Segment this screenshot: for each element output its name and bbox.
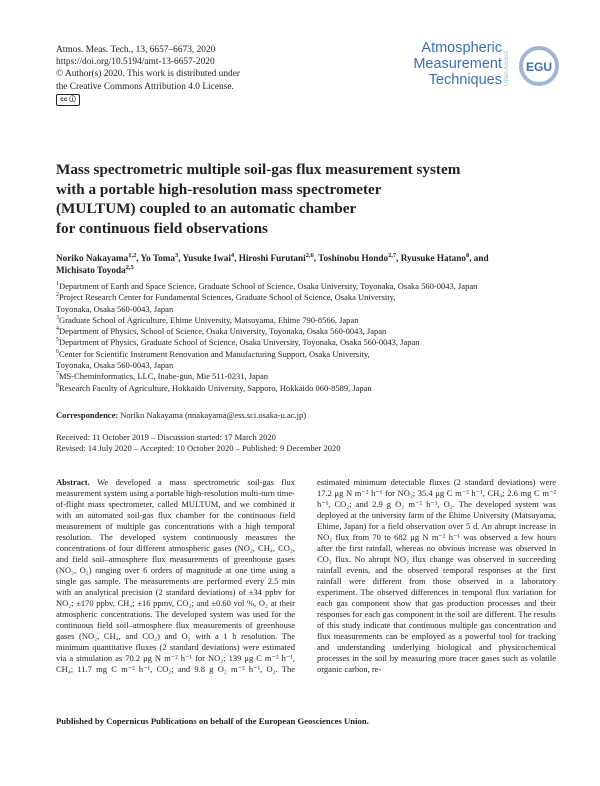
author-name: , Yusuke Iwai xyxy=(178,253,231,263)
affiliation-number: 2 xyxy=(56,292,59,299)
affiliation-number: 3 xyxy=(56,315,59,322)
affiliation-item xyxy=(56,281,556,292)
correspondence-label: Correspondence: xyxy=(56,410,119,420)
affiliation-text: MS-Cheminformatics, LLC, Inabe-gun, Mie 511-0231, Japan xyxy=(58,371,269,382)
affiliation-number: 5 xyxy=(56,337,59,344)
affiliation-item xyxy=(56,383,556,394)
author-affil-sup: 3 xyxy=(175,251,179,259)
title-line: Mass spectrometric multiple soil-gas flux measurement system xyxy=(56,161,461,178)
author-name: , Yo Toma xyxy=(136,253,175,263)
citation-line: the Creative Commons Attribution 4.0 License. xyxy=(56,81,234,92)
affiliation-item xyxy=(56,337,556,348)
author-list xyxy=(56,252,556,276)
affiliation-item xyxy=(56,315,556,326)
paper-title xyxy=(56,160,526,238)
abstract-label: Abstract. xyxy=(56,477,90,487)
affiliation-text: Toyonaka, Osaka 560-0043, Japan xyxy=(56,360,174,371)
affiliation-number: 6 xyxy=(56,348,59,355)
correspondence xyxy=(56,410,306,420)
affiliation-text: Department of Physics, School of Science, Osaka University, Toyonaka, Osaka 560-0043, Japan xyxy=(58,326,387,337)
affiliation-list xyxy=(56,281,556,394)
journal-name-line: Atmospheric xyxy=(421,40,502,56)
journal-name-line: Techniques xyxy=(428,72,502,88)
affiliation-item xyxy=(56,326,556,337)
author-affil-sup: 2,5 xyxy=(125,263,134,271)
affiliation-text: Project Research Center for Fundamental Sciences, Graduate School of Science, Osaka University, xyxy=(58,292,396,303)
affiliation-text: Center for Scientific Instrument Renovation and Manufacturing Support, Osaka University, xyxy=(58,348,370,359)
affiliation-text: Toyonaka, Osaka 560-0043, Japan xyxy=(56,303,174,314)
author-connector: , and xyxy=(469,253,489,263)
open-access-label: Open Access xyxy=(504,50,510,86)
affiliation-text: Research Faculty of Agriculture, Hokkaido University, Sapporo, Hokkaido 060-8589, Japan xyxy=(58,382,372,393)
affiliation-text: Graduate School of Agriculture, Ehime University, Matsuyama, Ehime 790-8566, Japan xyxy=(58,314,359,325)
author-name: Noriko Nakayama xyxy=(56,253,129,263)
author-name: , Toshinobu Hondo xyxy=(313,253,389,263)
affiliation-text: Department of Earth and Space Science, Graduate School of Science, Osaka University, Toyonaka, Osaka 560-0043, Japan xyxy=(58,281,478,291)
citation-line: Atmos. Meas. Tech., 13, 6657–6673, 2020 xyxy=(56,45,216,55)
abstract-text: We developed a mass spectrometric soil-gas flux measurement system using a portable high-resolution multi-turn time-of-flight mass spectrometer, called MULTUM, and we combined it with an automated soil-gas flux chamber for the continuous field measurement of multiple gas concentrations with a high temporal resolution. The developed system continuously measures the concentrations of four different atmospheric gases (NO₂, CH₄, CO₂, and field soil–atmosphere flux measurements of greenhouse gases (NO₂, O₂) ranging over 6 orders of magnitude at one time using a single gas sample. The measurements are performed every 2.5 min with an analytical precision (2 standard deviations) of ±34 ppbv for NO₂; ±170 ppbv, CH₄; ±16 ppmv, CO₂; and ±0.60 vol %, O₂ at their atmospheric concentrations. The developed system was used for the continuous field soil–atmosphere flux measurements of greenhouse gases (NO₂, CH₄, and CO₂) and O₂ with a 1 h resolution. The minimum quantitative fluxes (2 standard deviations) were estimated via a simulation as 70.2 μg N m⁻² h⁻¹ for NO₂; 139 μg C m⁻² h⁻¹, CH₄; 11.7 mg C m⁻² h⁻¹, CO₂; and 9.8 g O₂ m⁻² h⁻¹, O₂. The estimated minimum detectable fluxes (2 standard deviations) were 17.2 μg N m⁻² h⁻¹ for NO₂; 35.4 μg C m⁻² h⁻¹, CH₄; 2.6 mg C m⁻² h⁻¹, CO₂; and 2.9 g O₂ m⁻² h⁻¹, O₂. The developed system was deployed at the university farm of the Ehime University (Matsuyama, Ehime, Japan) for a field observation over 5 d. An abrupt increase in NO₂ flux from 70 to 682 μg N m⁻² h⁻¹ was observed a few hours after the first rainfall, whereas no obvious increase was observed in CO₂ flux. No abrupt NO₂ flux change was observed in succeeding rainfall events, and the observed temporal responses at the first rainfall were different from those observed in a laboratory experiment. The observed differences in temporal flux variation for each gas component show that gas production processes and their responses for each gas component in the soil are different. The results of this study indicate that continuous multiple gas concentration and flux measurements can be employed as a powerful tool for tracking and understanding underlying biological and physicochemical processes in the soil by measuring more tracer gases such as volatile organic carbon, re- xyxy=(56,477,556,674)
title-line: for continuous field observations xyxy=(56,219,268,237)
affiliation-text: Department of Physics, Graduate School of Science, Osaka University, Toyonaka, Osaka 560-0043, Japan xyxy=(58,337,420,348)
author-affil-sup: 2,7 xyxy=(388,251,397,259)
author-affil-sup: 2,6 xyxy=(305,251,314,259)
journal-name-line: Measurement xyxy=(413,56,502,72)
affiliation-item xyxy=(56,292,556,303)
affiliation-number: 7 xyxy=(56,371,59,378)
affiliation-item xyxy=(56,349,556,360)
citation-block xyxy=(56,44,240,93)
affiliation-item xyxy=(56,304,556,315)
correspondence-email[interactable]: Noriko Nakayama (nnakayama@ess.sci.osaka-u.ac.jp) xyxy=(118,410,307,420)
cc-license-badge[interactable]: cc ⓘ xyxy=(56,94,80,106)
author-name: Michisato Toyoda xyxy=(56,265,126,275)
affiliation-number: 1 xyxy=(56,281,59,288)
publisher-footer: Published by Copernicus Publications on behalf of the European Geosciences Union. xyxy=(56,716,369,726)
egu-logo-icon xyxy=(519,46,559,86)
author-affil-sup: 8 xyxy=(465,251,470,259)
dates-line: Revised: 14 July 2020 – Accepted: 10 October 2020 – Published: 9 December 2020 xyxy=(56,443,341,454)
affiliation-item xyxy=(56,360,556,371)
dates-line: Received: 11 October 2019 – Discussion started: 17 March 2020 xyxy=(56,432,276,442)
author-affil-sup: 1,2 xyxy=(128,251,137,259)
author-affil-sup: 4 xyxy=(230,251,235,259)
affiliation-item xyxy=(56,371,556,382)
affiliation-number: 4 xyxy=(56,326,59,333)
title-line: (MULTUM) coupled to an automatic chamber xyxy=(56,200,357,218)
journal-name xyxy=(413,40,502,88)
title-line: with a portable high-resolution mass spectrometer xyxy=(56,180,382,198)
affiliation-number: 8 xyxy=(56,382,59,389)
citation-line: © Author(s) 2020. This work is distributed under xyxy=(56,69,241,80)
doi-link[interactable]: https://doi.org/10.5194/amt-13-6657-2020 xyxy=(56,57,215,68)
author-name: , Ryusuke Hatano xyxy=(396,253,466,263)
publication-dates xyxy=(56,432,340,455)
egu-logo-text: EGU xyxy=(525,60,553,74)
abstract xyxy=(56,477,556,693)
author-name: , Hiroshi Furutani xyxy=(234,253,306,263)
